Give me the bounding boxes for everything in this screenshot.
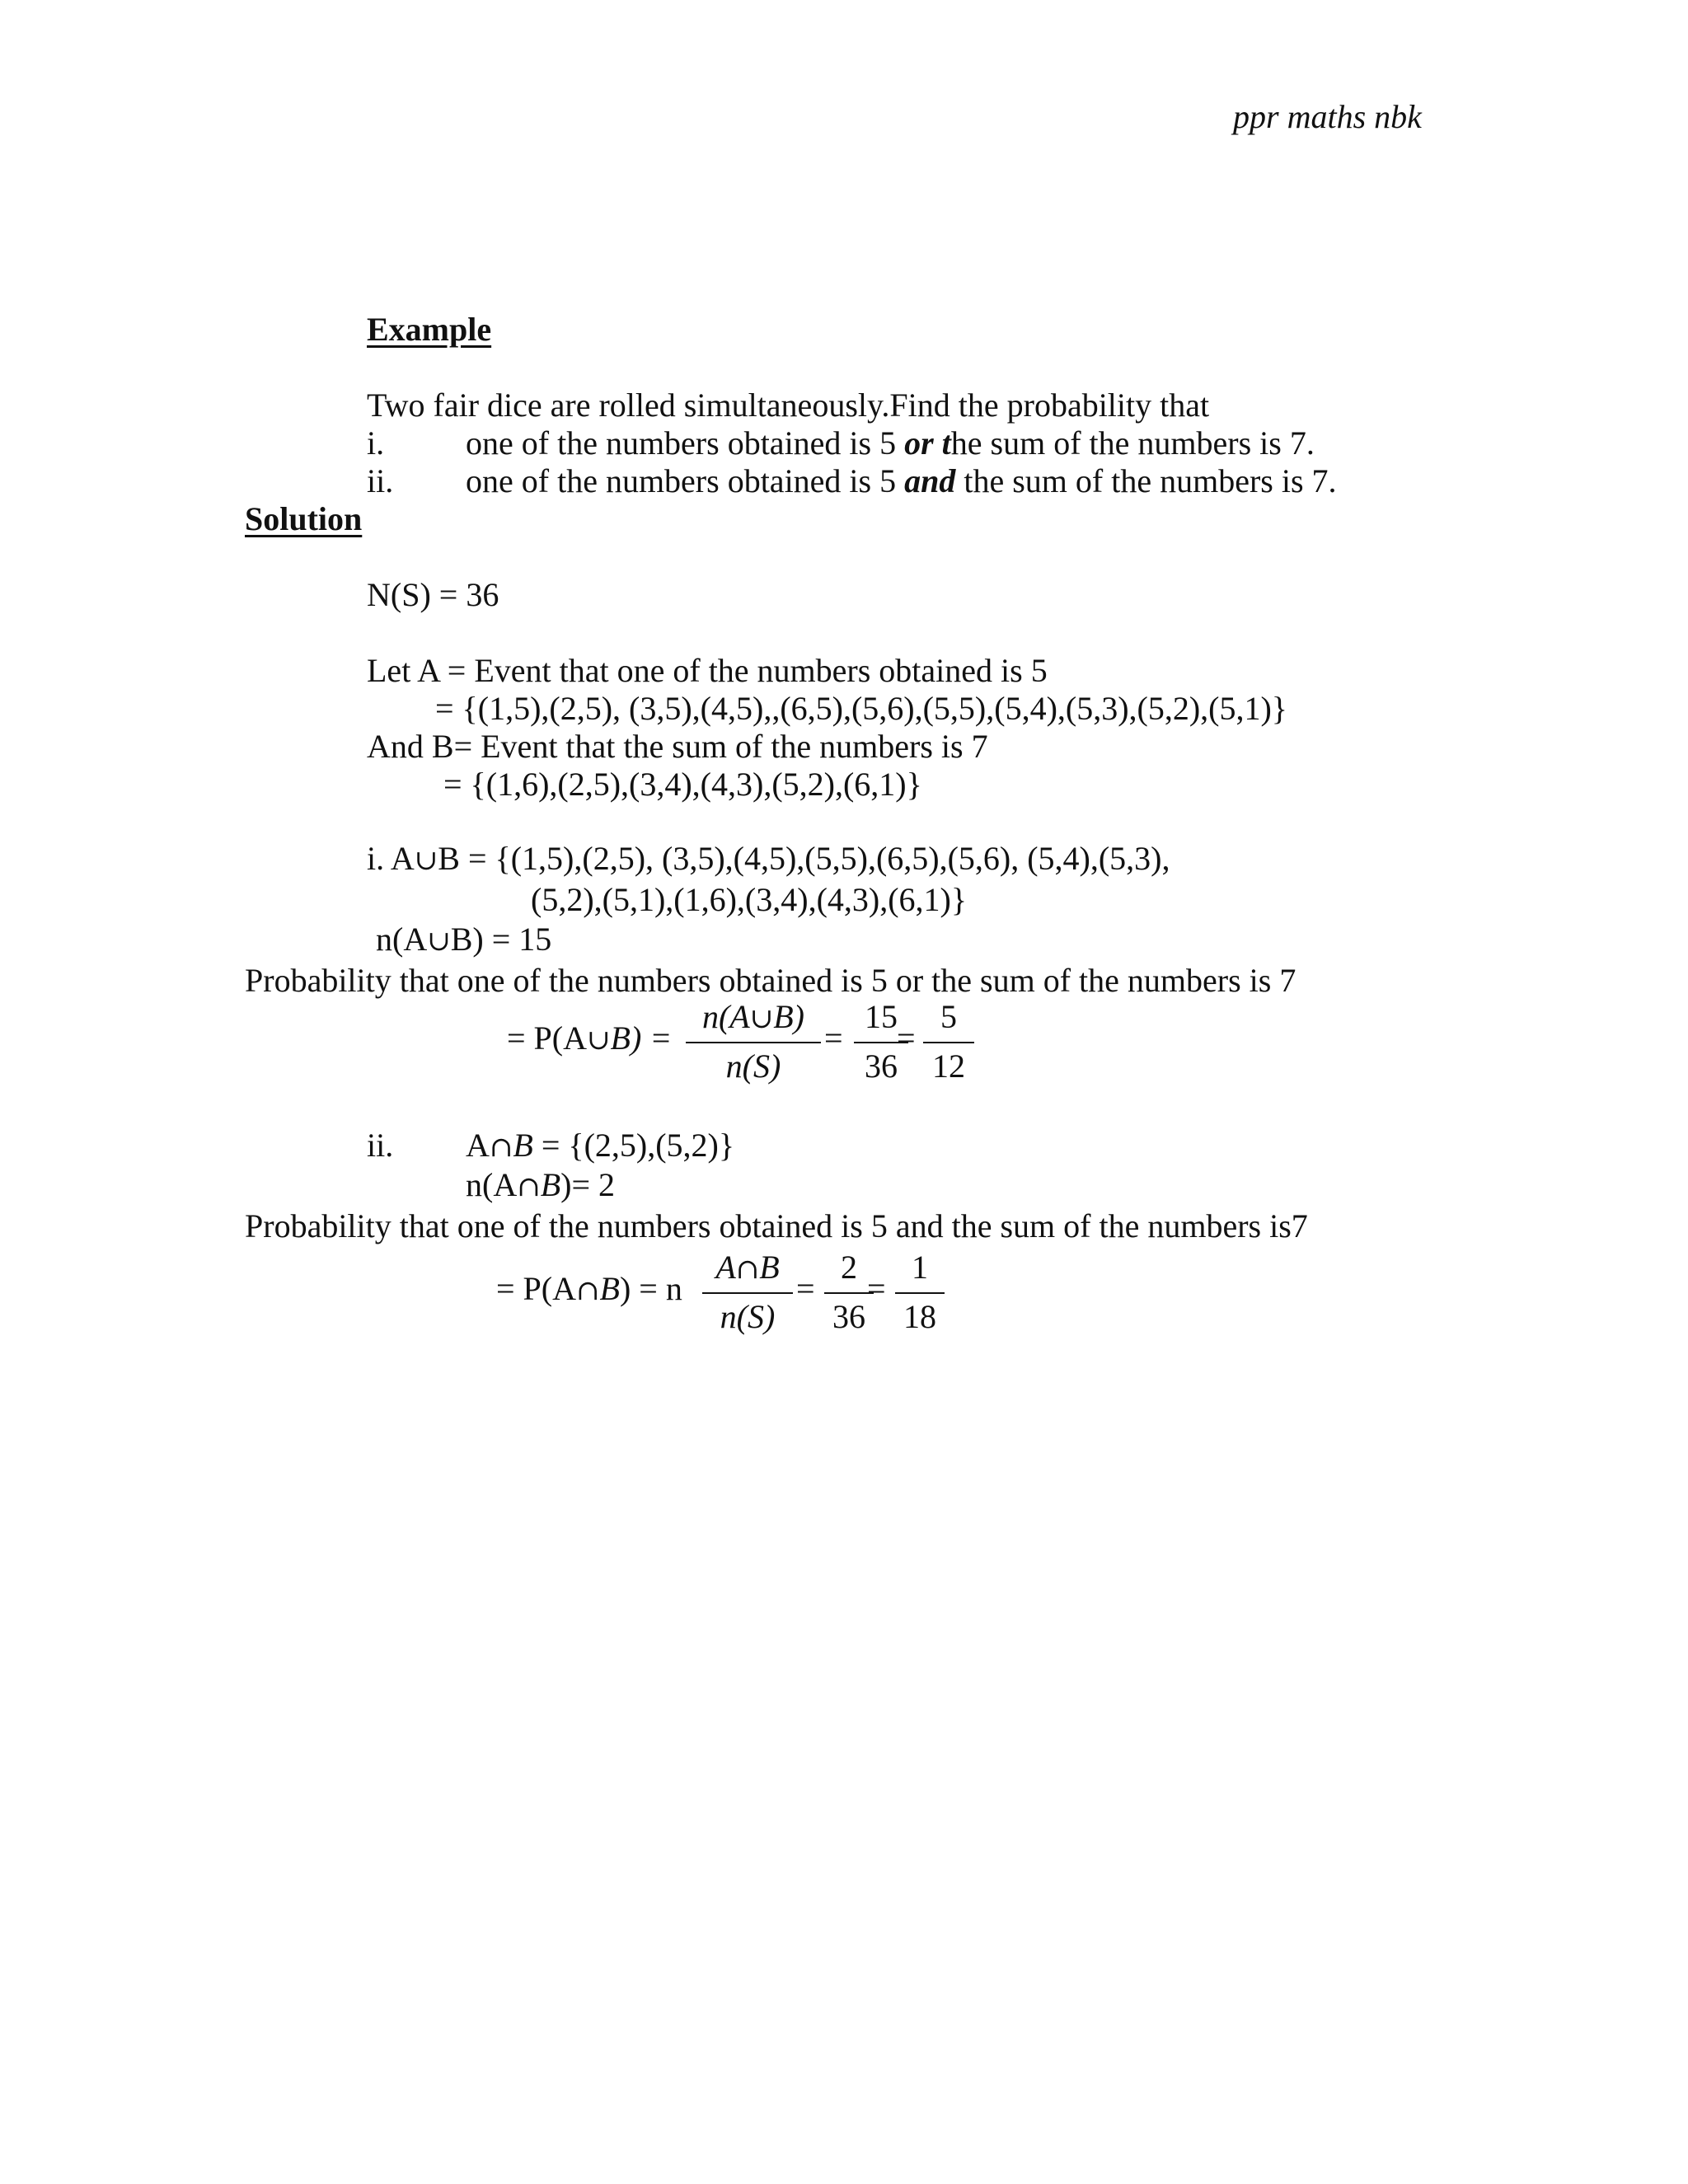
item-i-emph: or t (904, 424, 951, 462)
intersection-count-pre: n(A (466, 1166, 518, 1203)
event-a-definition: Let A = Event that one of the numbers obtained is 5 (367, 652, 1048, 689)
union-count-pre: n(A (376, 921, 428, 958)
union-frac-denominator: n(S) (725, 1047, 781, 1085)
union-frac-num-post: B) (773, 998, 805, 1035)
intersection-count-post: )= 2 (560, 1166, 616, 1203)
union-eq-1: = (824, 1019, 843, 1057)
union-p-symbol: ∪ (587, 1024, 611, 1057)
union-frac3-denominator: 12 (932, 1047, 965, 1085)
union-p-pre: = P(A (507, 1019, 588, 1057)
union-frac3-numerator: 5 (940, 998, 957, 1035)
union-frac3-bar (923, 1042, 974, 1043)
union-symbol: ∪ (414, 844, 438, 877)
intersection-p-pre: = P(A (496, 1270, 577, 1307)
union-frac-numerator (686, 998, 821, 1035)
item-ii-text (466, 462, 1337, 499)
union-marker: i. A (367, 840, 415, 877)
intersection-frac2-bar (824, 1292, 874, 1294)
event-b-set: = {(1,6),(2,5),(3,4),(4,3),(5,2),(6,1)} (443, 766, 922, 803)
intersection-set (466, 1129, 734, 1162)
intersection-p-post: ) = n (619, 1270, 682, 1307)
union-eq-line1: B = {(1,5),(2,5), (3,5),(4,5),(5,5),(6,5),(5,6), (5,4),(5,3), (438, 840, 1170, 877)
union-eq-2: = (897, 1019, 916, 1057)
intersection-frac-denominator: n(S) (720, 1298, 776, 1335)
page-header: ppr maths nbk (1233, 98, 1422, 135)
item-i-marker: i. (367, 424, 385, 462)
intersection-frac2-denominator: 36 (832, 1298, 865, 1335)
union-p-lhs (507, 1019, 673, 1057)
intersection-p-lhs (496, 1272, 682, 1305)
intersection-frac3-numerator: 1 (912, 1249, 928, 1286)
union-probability-text: Probability that one of the numbers obtained is 5 or the sum of the numbers is 7 (245, 962, 1296, 999)
intersection-eq-1: = (796, 1270, 815, 1307)
union-count (376, 923, 551, 956)
item-i-post: he sum of the numbers is 7. (950, 424, 1315, 462)
union-frac-bar (686, 1042, 821, 1043)
intersection-count-b: B (540, 1166, 561, 1203)
union-line-2: (5,2),(5,1),(1,6),(3,4),(4,3),(6,1)} (531, 881, 968, 918)
union-count-post: B) = 15 (450, 921, 552, 958)
intersection-frac-num-pre: A (715, 1249, 736, 1286)
item-i-pre: one of the numbers obtained is 5 (466, 424, 905, 462)
item-ii-post: the sum of the numbers is 7. (955, 462, 1337, 499)
intersection-p-b: B (599, 1270, 620, 1307)
intersection-count-symbol: ∩ (517, 1170, 541, 1203)
intersection-fraction-main (702, 1251, 793, 1342)
event-b-definition: And B= Event that the sum of the numbers is 7 (367, 728, 988, 765)
union-line-1 (367, 842, 1170, 875)
intersection-frac3-bar (895, 1292, 945, 1294)
intersection-frac-bar (702, 1292, 793, 1294)
intersection-marker: ii. (367, 1127, 394, 1164)
intersection-probability-text: Probability that one of the numbers obtained is 5 and the sum of the numbers is7 (245, 1207, 1308, 1244)
intersection-frac-numerator (702, 1251, 793, 1284)
intersection-set-post: = {(2,5),(5,2)} (532, 1127, 735, 1164)
intersection-fraction-2 (824, 1251, 874, 1342)
union-fraction-main (686, 998, 821, 1091)
intersection-eq-2: = (867, 1270, 886, 1307)
intersection-frac-num-symbol: ∩ (735, 1253, 760, 1286)
example-heading: Example (367, 311, 492, 348)
union-frac-num-pre: n(A (701, 998, 750, 1035)
example-intro: Two fair dice are rolled simultaneously.Find the probability that (367, 387, 1210, 424)
solution-heading: Solution (245, 500, 363, 537)
intersection-frac-num-post: B (759, 1249, 780, 1286)
item-ii-emph: and (904, 462, 956, 499)
union-frac2-denominator: 36 (865, 1047, 898, 1085)
item-i-text (466, 424, 1315, 462)
item-ii-marker: ii. (367, 462, 394, 499)
union-count-symbol: ∪ (427, 925, 451, 958)
intersection-frac2-numerator: 2 (841, 1249, 857, 1286)
sample-space-count: N(S) = 36 (367, 576, 499, 613)
item-ii-pre: one of the numbers obtained is 5 (466, 462, 905, 499)
union-fraction-3 (923, 998, 974, 1091)
intersection-set-pre: A (466, 1127, 490, 1164)
union-frac2-numerator: 15 (865, 998, 898, 1035)
intersection-p-symbol: ∩ (576, 1274, 600, 1307)
union-frac-num-symbol: ∪ (749, 1002, 774, 1035)
union-p-post: B) = (610, 1019, 673, 1057)
intersection-count (466, 1166, 616, 1203)
intersection-fraction-3 (895, 1251, 945, 1342)
intersection-frac3-denominator: 18 (903, 1298, 936, 1335)
intersection-set-b: B (513, 1127, 533, 1164)
intersection-symbol: ∩ (489, 1131, 513, 1164)
event-a-set: = {(1,5),(2,5), (3,5),(4,5),,(6,5),(5,6),(5,5),(5,4),(5,3),(5,2),(5,1)} (435, 690, 1288, 727)
